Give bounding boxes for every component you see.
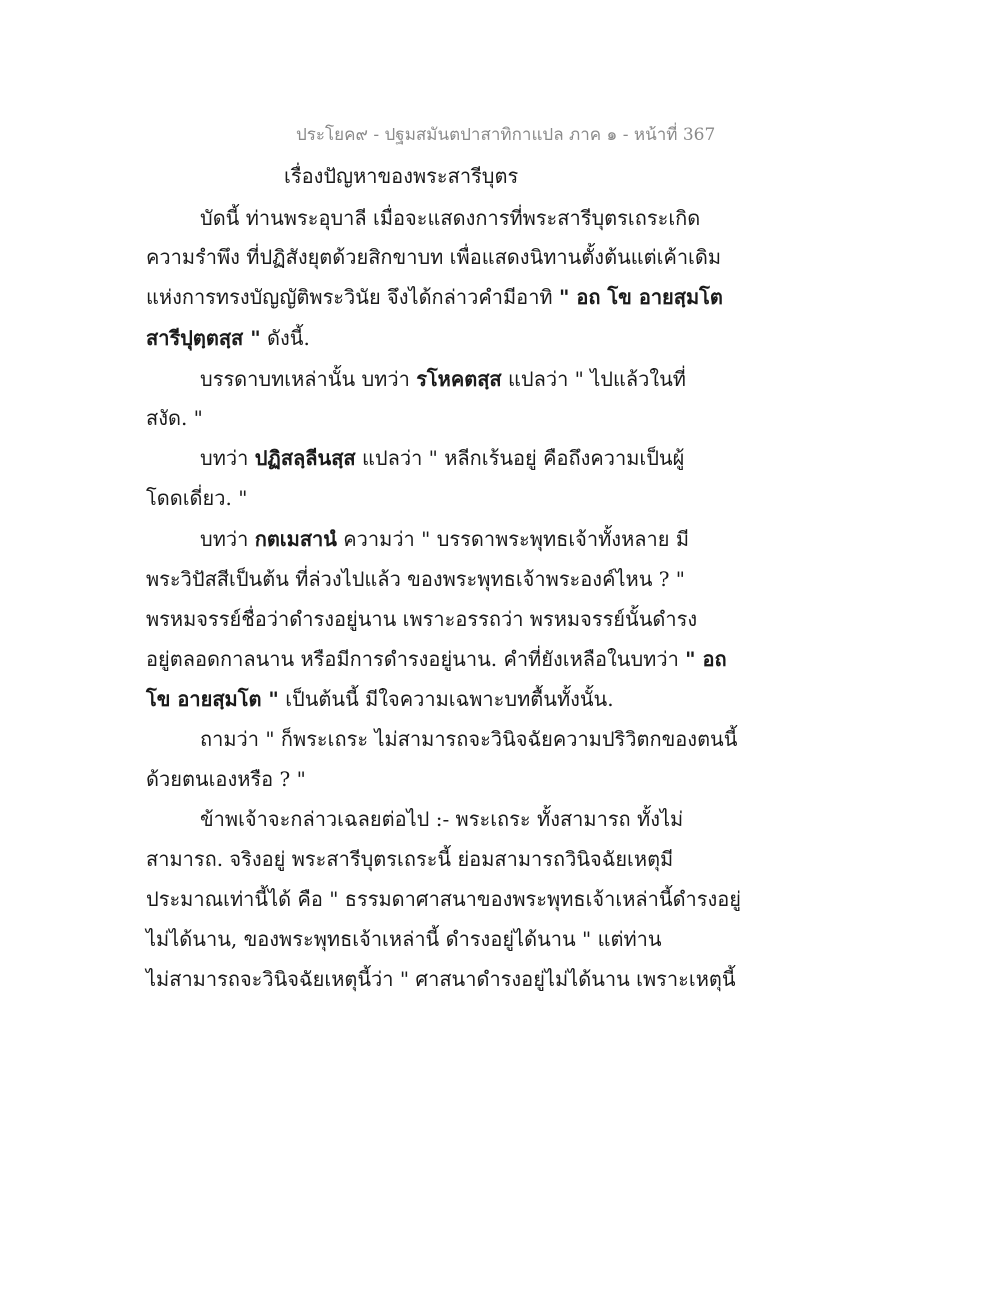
body-line: ถามว่า " ก็พระเถระ ไม่สามารถจะวินิจฉัยความปริวิตกของตนนี้ <box>200 727 738 751</box>
body-line: บรรดาบทเหล่านั้น บทว่า รโหคตสฺส แปลว่า " ไปแล้วในที่ <box>200 367 686 391</box>
body-line: ความรำพึง ที่ปฏิสังยุตด้วยสิกขาบท เพื่อแสดงนิทานตั้งต้นแต่เค้าเดิม <box>146 245 722 269</box>
running-header: ประโยค๙ - ปฐมสมันตปาสาทิกาแปล ภาค ๑ - หน้าที่ 367 <box>296 125 716 145</box>
pali-term: โข อายสฺมโต " <box>146 687 279 711</box>
body-line: ประมาณเท่านี้ได้ คือ " ธรรมดาศาสนาของพระพุทธเจ้าเหล่านี้ดำรงอยู่ <box>146 887 742 911</box>
body-line: สามารถ. จริงอยู่ พระสารีบุตรเถระนี้ ย่อมสามารถวินิจฉัยเหตุมี <box>146 847 674 871</box>
pali-term: " อถ โข อายสฺมโต <box>558 285 723 309</box>
body-line: บัดนี้ ท่านพระอุบาลี เมื่อจะแสดงการที่พระสารีบุตรเถระเกิด <box>200 206 701 230</box>
body-line: บทว่า ปฏิสลฺลีนสฺส แปลว่า " หลีกเร้นอยู่ คือถึงความเป็นผู้ <box>200 446 685 470</box>
body-line: แห่งการทรงบัญญัติพระวินัย จึงได้กล่าวคำมีอาทิ " อถ โข อายสฺมโต <box>146 285 723 309</box>
body-line: โดดเดี่ยว. " <box>146 486 248 510</box>
body-line: โข อายสฺมโต " เป็นต้นนี้ มีใจความเฉพาะบทตื้นทั้งนั้น. <box>146 687 614 711</box>
body-line: อยู่ตลอดกาลนาน หรือมีการดำรงอยู่นาน. คำที่ยังเหลือในบทว่า " อถ <box>146 647 727 671</box>
pali-term: รโหคตสฺส <box>416 367 502 391</box>
body-line: พรหมจรรย์ชื่อว่าดำรงอยู่นาน เพราะอรรถว่า พรหมจรรย์นั้นดำรง <box>146 607 698 631</box>
pali-term: กตเมสานํ <box>254 527 337 551</box>
section-title: เรื่องปัญหาของพระสารีบุตร <box>284 164 519 188</box>
body-line: บทว่า กตเมสานํ ความว่า " บรรดาพระพุทธเจ้าทั้งหลาย มี <box>200 527 689 551</box>
pali-term: สารีปุตฺตสฺส " <box>146 326 261 350</box>
pali-term: " อถ <box>685 647 727 671</box>
body-line: ไม่สามารถจะวินิจฉัยเหตุนี้ว่า " ศาสนาดำรงอยู่ไม่ได้นาน เพราะเหตุนี้ <box>146 967 736 991</box>
pali-term: ปฏิสลฺลีนสฺส <box>254 446 356 470</box>
body-line: พระวิปัสสีเป็นต้น ที่ล่วงไปแล้ว ของพระพุทธเจ้าพระองค์ไหน ? " <box>146 567 686 591</box>
body-line: ข้าพเจ้าจะกล่าวเฉลยต่อไป :- พระเถระ ทั้งสามารถ ทั้งไม่ <box>200 807 684 831</box>
body-line: สารีปุตฺตสฺส " ดังนี้. <box>146 326 310 350</box>
body-line: ไม่ได้นาน, ของพระพุทธเจ้าเหล่านี้ ดำรงอยู่ได้นาน " แต่ท่าน <box>146 927 662 951</box>
body-line: ด้วยตนเองหรือ ? " <box>146 767 306 791</box>
body-line: สงัด. " <box>146 406 203 430</box>
